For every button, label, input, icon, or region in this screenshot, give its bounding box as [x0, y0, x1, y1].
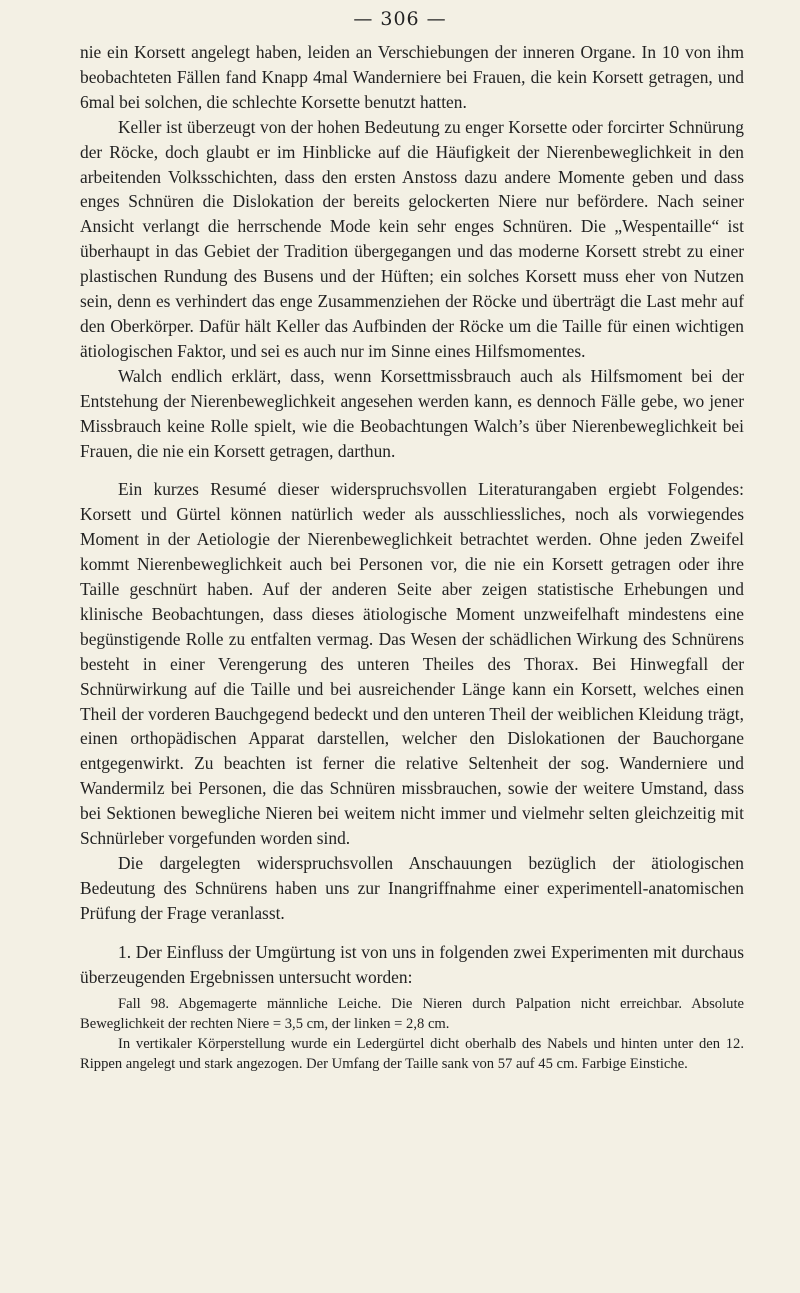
paragraph-keller: Keller ist überzeugt von der hohen Bedeutung zu enger Korsette oder forcirter Schnürung der Röcke, doch glaubt er im Hinblicke auf die Häufigkeit der Nierenbeweglichkeit in den arbeitenden Volksschichten, dass den ersten Anstoss dazu andere Momente geben und dass enges Schnüren die Dislokation der bereits gelockerten Niere nur befördere. Nach seiner Ansicht verlangt die herrschende Mode kein sehr enges Schnüren. Die „Wespentaille“ ist überhaupt in das Gebiet der Tradition übergegangen und das moderne Korsett strebt zu einer plastischen Rundung des Busens und der Hüften; ein solches Korsett muss eher von Nutzen sein, denn es verhindert das enge Zusammenziehen der Röcke und überträgt die Last mehr auf den Oberkörper. Dafür hält Keller das Aufbinden der Röcke um die Taille für einen wichtigen ätiologischen Faktor, und sei es auch nur im Sinne eines Hilfsmomentes.	[80, 116, 744, 361]
paragraph-walch: Walch endlich erklärt, dass, wenn Korsettmissbrauch auch als Hilfsmoment bei der Entstehung der Nierenbeweglichkeit angesehen werden kann, es dennoch Fälle gebe, wo jener Missbrauch keine Rolle spielt, wie die Beobachtungen Walch’s über Nierenbeweglichkeit bei Frauen, die nie ein Korsett getragen, darthun.	[80, 365, 744, 461]
page-number: — 306 —	[353, 8, 447, 30]
case-report: Fall 98. Abgemagerte männliche Leiche. Die Nieren durch Palpation nicht erreichbar. Absolute Beweglichkeit der rechten Niere = 3,5 cm, der linken = 2,8 cm.	[80, 995, 744, 1032]
paragraph-continued: nie ein Korsett angelegt haben, leiden an Verschiebungen der inneren Organe. In 10 von ihm beobachteten Fällen fand Knapp 4mal Wanderniere bei Frauen, die kein Korsett getragen, und 6mal bei solchen, die schlechte Korsette benutzt hatten.	[80, 42, 744, 112]
case-report-continued: In vertikaler Körperstellung wurde ein Ledergürtel dicht oberhalb des Nabels und hinten unter den 12. Rippen angelegt und stark angezogen. Der Umfang der Taille sank von 57 auf 45 cm. Farbige Einstiche.	[80, 1035, 744, 1072]
body-text	[80, 40, 744, 1074]
paragraph-experiment-intro: 1. Der Einfluss der Umgürtung ist von uns in folgenden zwei Experimenten mit durchaus überzeugenden Ergebnissen untersucht worden:	[80, 941, 744, 987]
paragraph-conclusion: Die dargelegten widerspruchsvollen Anschauungen bezüglich der ätiologischen Bedeutung des Schnürens haben uns zur Inangriffnahme einer experimentell-anatomischen Prüfung der Frage veranlasst.	[80, 853, 744, 923]
paragraph-resume: Ein kurzes Resumé dieser widerspruchsvollen Literaturangaben ergiebt Folgendes: Korsett und Gürtel können natürlich weder als ausschliessliches, noch als vorwiegendes Moment in der Aetiologie der Nierenbeweglichkeit betrachtet werden. Ohne jeden Zweifel kommt Nierenbeweglichkeit auch bei Personen vor, die nie ein Korsett getragen oder ihre Taille geschnürt haben. Auf der anderen Seite aber zeigen statistische Erhebungen und klinische Beobachtungen, dass dieses ätiologische Moment unzweifelhaft mindestens eine begünstigende Rolle zu entfalten vermag. Das Wesen der schädlichen Wirkung des Schnürens besteht in einer Verengerung des unteren Theiles des Thorax. Bei Hinwegfall der Schnürwirkung auf die Taille und bei ausreichender Länge kann ein Korsett, welches einen Theil der vorderen Bauchgegend bedeckt und den unteren Theil der weiblichen Kleidung trägt, einen orthopädischen Apparat darstellen, welcher den Dislokationen der Bauchorgane entgegenwirkt. Zu beachten ist ferner die relative Seltenheit der sog. Wanderniere und Wandermilz bei Personen, die das Schnüren missbrauchen, sowie der weitere Umstand, dass bei Sektionen bewegliche Nieren bei weitem nicht immer und vielmehr selten gleichzeitig mit Schnürleber vorgefunden worden sind.	[80, 479, 744, 849]
